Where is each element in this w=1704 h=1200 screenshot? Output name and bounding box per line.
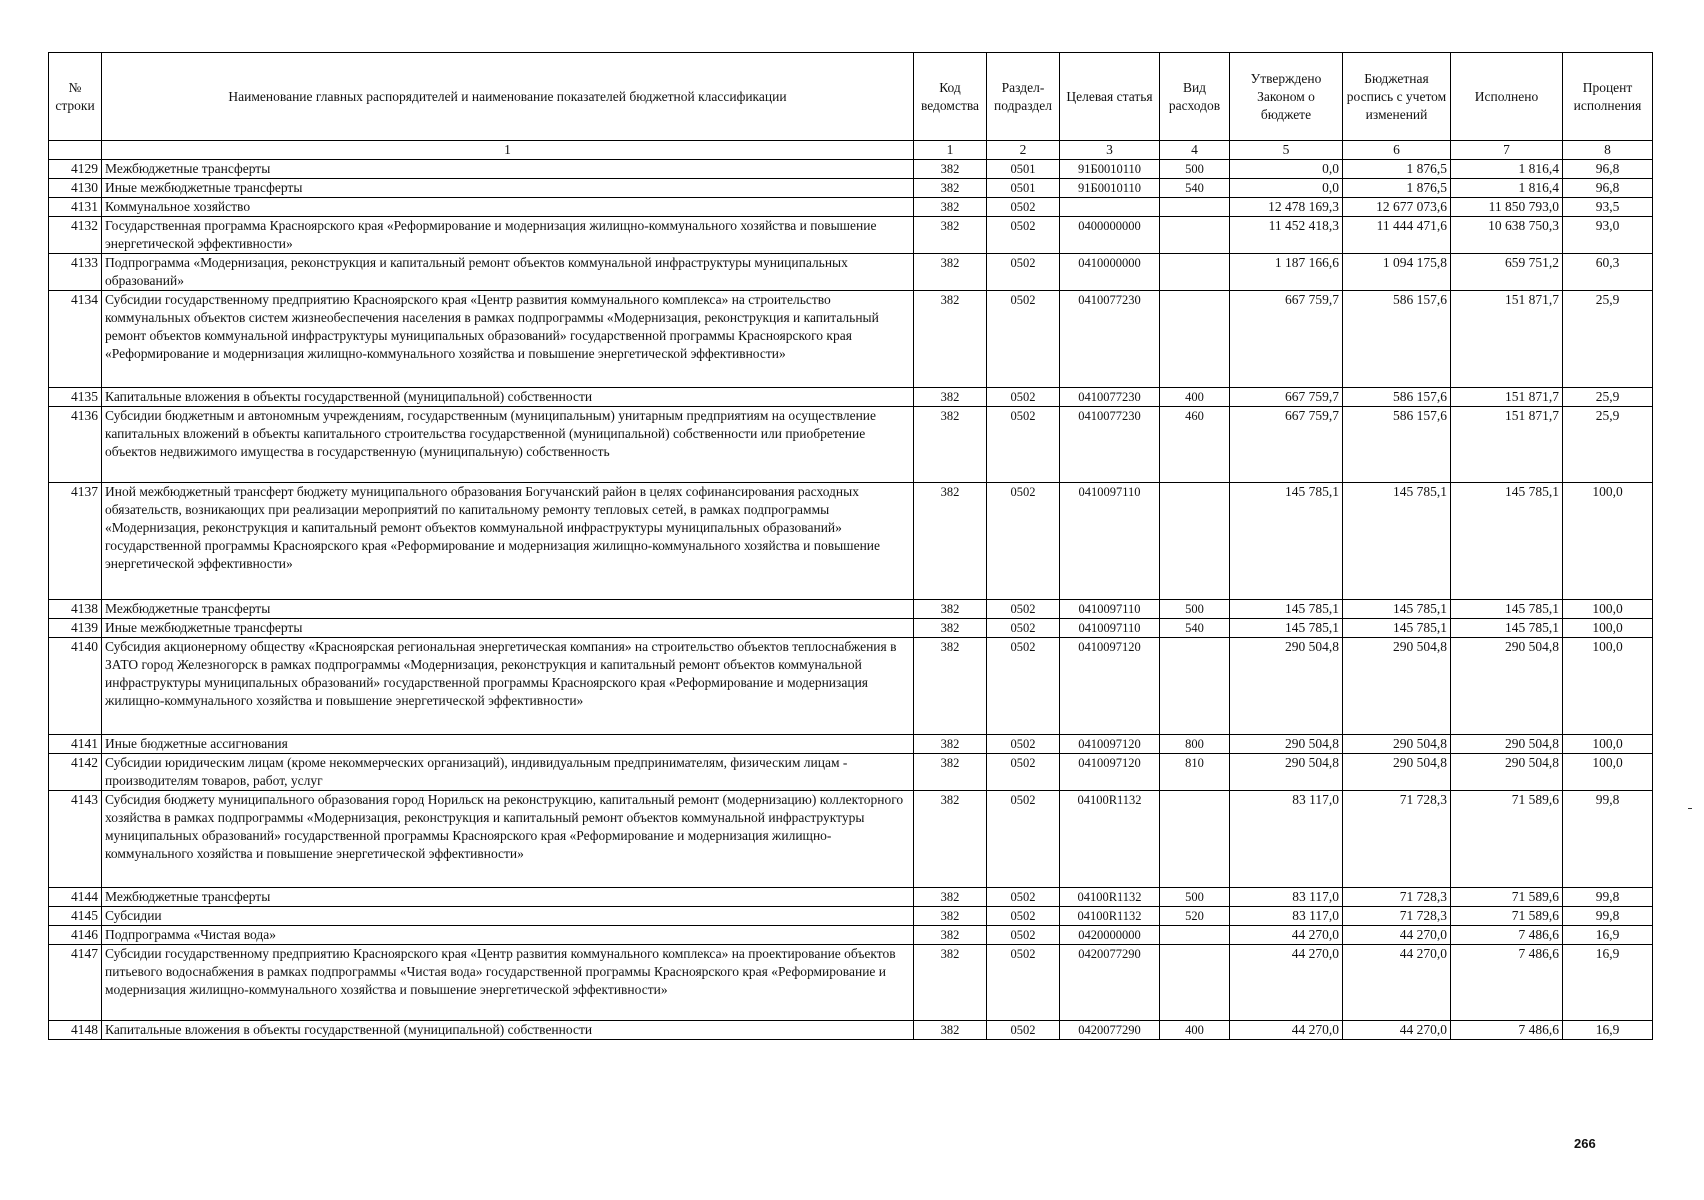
row-number: 4145 bbox=[49, 907, 102, 926]
column-number: 5 bbox=[1230, 141, 1343, 160]
column-number: 8 bbox=[1563, 141, 1653, 160]
budget-table bbox=[48, 52, 1653, 1040]
section-code: 0501 bbox=[987, 179, 1060, 198]
approved-amount: 44 270,0 bbox=[1230, 945, 1343, 1021]
schedule-amount: 12 677 073,6 bbox=[1343, 198, 1451, 217]
table-row bbox=[49, 926, 1653, 945]
executed-amount: 71 589,6 bbox=[1451, 888, 1563, 907]
schedule-amount: 290 504,8 bbox=[1343, 754, 1451, 791]
dept-code: 382 bbox=[914, 179, 987, 198]
execution-percent: 60,3 bbox=[1563, 254, 1653, 291]
schedule-amount: 145 785,1 bbox=[1343, 483, 1451, 600]
executed-amount: 7 486,6 bbox=[1451, 926, 1563, 945]
executed-amount: 1 816,4 bbox=[1451, 179, 1563, 198]
section-code: 0501 bbox=[987, 160, 1060, 179]
schedule-amount: 44 270,0 bbox=[1343, 926, 1451, 945]
row-name: Капитальные вложения в объекты государственной (муниципальной) собственности bbox=[102, 388, 914, 407]
section-code: 0502 bbox=[987, 483, 1060, 600]
section-code: 0502 bbox=[987, 619, 1060, 638]
row-number: 4135 bbox=[49, 388, 102, 407]
table-row bbox=[49, 388, 1653, 407]
execution-percent: 99,8 bbox=[1563, 791, 1653, 888]
column-number bbox=[49, 141, 102, 160]
table-row bbox=[49, 888, 1653, 907]
approved-amount: 44 270,0 bbox=[1230, 926, 1343, 945]
section-code: 0502 bbox=[987, 791, 1060, 888]
column-number-row bbox=[49, 141, 1653, 160]
execution-percent: 96,8 bbox=[1563, 179, 1653, 198]
dept-code: 382 bbox=[914, 160, 987, 179]
table-row bbox=[49, 754, 1653, 791]
target-code: 04100R1132 bbox=[1060, 888, 1160, 907]
schedule-amount: 586 157,6 bbox=[1343, 407, 1451, 483]
schedule-amount: 586 157,6 bbox=[1343, 388, 1451, 407]
schedule-amount: 1 094 175,8 bbox=[1343, 254, 1451, 291]
table-row bbox=[49, 638, 1653, 735]
execution-percent: 16,9 bbox=[1563, 1021, 1653, 1040]
execution-percent: 25,9 bbox=[1563, 291, 1653, 388]
section-code: 0502 bbox=[987, 945, 1060, 1021]
executed-amount: 145 785,1 bbox=[1451, 483, 1563, 600]
header-schedule: Бюджетная роспись с учетом изменений bbox=[1343, 53, 1451, 141]
target-code: 0410097110 bbox=[1060, 619, 1160, 638]
table-body bbox=[49, 160, 1653, 1040]
table-row bbox=[49, 217, 1653, 254]
execution-percent: 100,0 bbox=[1563, 600, 1653, 619]
expense-type bbox=[1160, 198, 1230, 217]
row-number: 4136 bbox=[49, 407, 102, 483]
target-code: 0410097120 bbox=[1060, 754, 1160, 791]
executed-amount: 290 504,8 bbox=[1451, 754, 1563, 791]
expense-type: 400 bbox=[1160, 1021, 1230, 1040]
header-row-no: № строки bbox=[49, 53, 102, 141]
expense-type: 540 bbox=[1160, 619, 1230, 638]
approved-amount: 290 504,8 bbox=[1230, 735, 1343, 754]
row-number: 4144 bbox=[49, 888, 102, 907]
schedule-amount: 290 504,8 bbox=[1343, 735, 1451, 754]
header-exp-type: Вид расходов bbox=[1160, 53, 1230, 141]
row-name: Межбюджетные трансферты bbox=[102, 600, 914, 619]
schedule-amount: 71 728,3 bbox=[1343, 791, 1451, 888]
approved-amount: 145 785,1 bbox=[1230, 600, 1343, 619]
executed-amount: 290 504,8 bbox=[1451, 638, 1563, 735]
header-approved: Утверждено Законом о бюджете bbox=[1230, 53, 1343, 141]
column-number: 4 bbox=[1160, 141, 1230, 160]
target-code: 91Б0010110 bbox=[1060, 160, 1160, 179]
approved-amount: 83 117,0 bbox=[1230, 907, 1343, 926]
row-name: Субсидии bbox=[102, 907, 914, 926]
execution-percent: 100,0 bbox=[1563, 754, 1653, 791]
scan-mark bbox=[1688, 808, 1692, 809]
table-row bbox=[49, 1021, 1653, 1040]
executed-amount: 10 638 750,3 bbox=[1451, 217, 1563, 254]
expense-type bbox=[1160, 483, 1230, 600]
row-name: Подпрограмма «Чистая вода» bbox=[102, 926, 914, 945]
execution-percent: 99,8 bbox=[1563, 888, 1653, 907]
dept-code: 382 bbox=[914, 754, 987, 791]
approved-amount: 290 504,8 bbox=[1230, 638, 1343, 735]
executed-amount: 71 589,6 bbox=[1451, 907, 1563, 926]
header-dept-code: Код ведомства bbox=[914, 53, 987, 141]
executed-amount: 151 871,7 bbox=[1451, 291, 1563, 388]
execution-percent: 93,0 bbox=[1563, 217, 1653, 254]
target-code: 0420000000 bbox=[1060, 926, 1160, 945]
dept-code: 382 bbox=[914, 638, 987, 735]
target-code: 91Б0010110 bbox=[1060, 179, 1160, 198]
column-number: 2 bbox=[987, 141, 1060, 160]
row-number: 4142 bbox=[49, 754, 102, 791]
expense-type bbox=[1160, 291, 1230, 388]
expense-type: 500 bbox=[1160, 888, 1230, 907]
table-row bbox=[49, 907, 1653, 926]
row-number: 4130 bbox=[49, 179, 102, 198]
schedule-amount: 44 270,0 bbox=[1343, 1021, 1451, 1040]
execution-percent: 16,9 bbox=[1563, 945, 1653, 1021]
expense-type bbox=[1160, 638, 1230, 735]
execution-percent: 100,0 bbox=[1563, 638, 1653, 735]
row-name: Государственная программа Красноярского края «Реформирование и модернизация жилищно-коммунального хозяйства и повышение энергетической эффективности» bbox=[102, 217, 914, 254]
row-number: 4140 bbox=[49, 638, 102, 735]
header-section: Раздел-подраздел bbox=[987, 53, 1060, 141]
section-code: 0502 bbox=[987, 254, 1060, 291]
expense-type: 540 bbox=[1160, 179, 1230, 198]
row-name: Капитальные вложения в объекты государственной (муниципальной) собственности bbox=[102, 1021, 914, 1040]
expense-type: 460 bbox=[1160, 407, 1230, 483]
section-code: 0502 bbox=[987, 407, 1060, 483]
row-number: 4147 bbox=[49, 945, 102, 1021]
approved-amount: 667 759,7 bbox=[1230, 407, 1343, 483]
section-code: 0502 bbox=[987, 888, 1060, 907]
target-code: 0410077230 bbox=[1060, 388, 1160, 407]
dept-code: 382 bbox=[914, 254, 987, 291]
approved-amount: 44 270,0 bbox=[1230, 1021, 1343, 1040]
expense-type bbox=[1160, 791, 1230, 888]
expense-type: 520 bbox=[1160, 907, 1230, 926]
dept-code: 382 bbox=[914, 291, 987, 388]
row-name: Иной межбюджетный трансферт бюджету муниципального образования Богучанский район в целях софинансирования расходных обязательств, возникающих при реализации мероприятий по капитальному ремонту тепловых сетей, в рамках подпрограммы «Модернизация, реконструкция и капитальный ремонт объектов коммунальной инфраструктуры муниципальных образований» государственной программы Красноярского края «Реформирование и модернизация жилищно-коммунального хозяйства и повышение энергетической эффективности» bbox=[102, 483, 914, 600]
approved-amount: 145 785,1 bbox=[1230, 619, 1343, 638]
table-row bbox=[49, 945, 1653, 1021]
approved-amount: 11 452 418,3 bbox=[1230, 217, 1343, 254]
table-row bbox=[49, 600, 1653, 619]
table-row bbox=[49, 254, 1653, 291]
dept-code: 382 bbox=[914, 1021, 987, 1040]
header-target: Целевая статья bbox=[1060, 53, 1160, 141]
schedule-amount: 11 444 471,6 bbox=[1343, 217, 1451, 254]
target-code: 0420077290 bbox=[1060, 1021, 1160, 1040]
row-number: 4133 bbox=[49, 254, 102, 291]
dept-code: 382 bbox=[914, 888, 987, 907]
target-code: 04100R1132 bbox=[1060, 791, 1160, 888]
section-code: 0502 bbox=[987, 217, 1060, 254]
table-row bbox=[49, 407, 1653, 483]
executed-amount: 151 871,7 bbox=[1451, 407, 1563, 483]
row-name: Подпрограмма «Модернизация, реконструкция и капитальный ремонт объектов коммунальной инфраструктуры муниципальных образований» bbox=[102, 254, 914, 291]
header-executed: Исполнено bbox=[1451, 53, 1563, 141]
table-row bbox=[49, 291, 1653, 388]
executed-amount: 71 589,6 bbox=[1451, 791, 1563, 888]
dept-code: 382 bbox=[914, 600, 987, 619]
execution-percent: 93,5 bbox=[1563, 198, 1653, 217]
row-name: Межбюджетные трансферты bbox=[102, 160, 914, 179]
row-name: Иные межбюджетные трансферты bbox=[102, 619, 914, 638]
execution-percent: 99,8 bbox=[1563, 907, 1653, 926]
execution-percent: 100,0 bbox=[1563, 483, 1653, 600]
table-row bbox=[49, 179, 1653, 198]
row-name: Иные бюджетные ассигнования bbox=[102, 735, 914, 754]
executed-amount: 145 785,1 bbox=[1451, 619, 1563, 638]
executed-amount: 1 816,4 bbox=[1451, 160, 1563, 179]
row-name: Субсидии юридическим лицам (кроме некоммерческих организаций), индивидуальным предпринимателям, физическим лицам - производителям товаров, работ, услуг bbox=[102, 754, 914, 791]
approved-amount: 83 117,0 bbox=[1230, 791, 1343, 888]
expense-type: 500 bbox=[1160, 600, 1230, 619]
table-row bbox=[49, 791, 1653, 888]
target-code: 0400000000 bbox=[1060, 217, 1160, 254]
dept-code: 382 bbox=[914, 791, 987, 888]
approved-amount: 12 478 169,3 bbox=[1230, 198, 1343, 217]
row-name: Субсидии государственному предприятию Красноярского края «Центр развития коммунального комплекса» на проектирование объектов питьевого водоснабжения в рамках подпрограммы «Чистая вода» государственной программы Красноярского края «Реформирование и модернизация жилищно-коммунального хозяйства и повышение энергетической эффективности» bbox=[102, 945, 914, 1021]
row-number: 4129 bbox=[49, 160, 102, 179]
dept-code: 382 bbox=[914, 619, 987, 638]
column-number: 1 bbox=[102, 141, 914, 160]
execution-percent: 100,0 bbox=[1563, 735, 1653, 754]
row-name: Субсидия акционерному обществу «Красноярская региональная энергетическая компания» на строительство объектов теплоснабжения в ЗАТО город Железногорск в рамках подпрограммы «Модернизация, реконструкция и капитальный ремонт объектов коммунальной инфраструктуры муниципальных образований» государственной программы Красноярского края «Реформирование и модернизация жилищно-коммунального хозяйства и повышение энергетической эффективности» bbox=[102, 638, 914, 735]
target-code: 0410000000 bbox=[1060, 254, 1160, 291]
row-number: 4143 bbox=[49, 791, 102, 888]
executed-amount: 7 486,6 bbox=[1451, 1021, 1563, 1040]
row-name: Межбюджетные трансферты bbox=[102, 888, 914, 907]
executed-amount: 659 751,2 bbox=[1451, 254, 1563, 291]
column-number: 6 bbox=[1343, 141, 1451, 160]
dept-code: 382 bbox=[914, 926, 987, 945]
approved-amount: 290 504,8 bbox=[1230, 754, 1343, 791]
approved-amount: 667 759,7 bbox=[1230, 291, 1343, 388]
approved-amount: 0,0 bbox=[1230, 160, 1343, 179]
table-row bbox=[49, 198, 1653, 217]
header-row bbox=[49, 53, 1653, 141]
section-code: 0502 bbox=[987, 1021, 1060, 1040]
dept-code: 382 bbox=[914, 735, 987, 754]
dept-code: 382 bbox=[914, 198, 987, 217]
executed-amount: 145 785,1 bbox=[1451, 600, 1563, 619]
approved-amount: 667 759,7 bbox=[1230, 388, 1343, 407]
section-code: 0502 bbox=[987, 907, 1060, 926]
approved-amount: 145 785,1 bbox=[1230, 483, 1343, 600]
expense-type bbox=[1160, 926, 1230, 945]
section-code: 0502 bbox=[987, 388, 1060, 407]
schedule-amount: 71 728,3 bbox=[1343, 888, 1451, 907]
table-row bbox=[49, 483, 1653, 600]
expense-type bbox=[1160, 217, 1230, 254]
row-number: 4146 bbox=[49, 926, 102, 945]
table-row bbox=[49, 160, 1653, 179]
expense-type: 810 bbox=[1160, 754, 1230, 791]
execution-percent: 16,9 bbox=[1563, 926, 1653, 945]
row-number: 4138 bbox=[49, 600, 102, 619]
row-number: 4139 bbox=[49, 619, 102, 638]
schedule-amount: 145 785,1 bbox=[1343, 619, 1451, 638]
section-code: 0502 bbox=[987, 291, 1060, 388]
execution-percent: 100,0 bbox=[1563, 619, 1653, 638]
target-code: 0410097120 bbox=[1060, 735, 1160, 754]
table-row bbox=[49, 735, 1653, 754]
row-number: 4148 bbox=[49, 1021, 102, 1040]
target-code: 0410097120 bbox=[1060, 638, 1160, 735]
section-code: 0502 bbox=[987, 638, 1060, 735]
dept-code: 382 bbox=[914, 388, 987, 407]
execution-percent: 96,8 bbox=[1563, 160, 1653, 179]
section-code: 0502 bbox=[987, 926, 1060, 945]
schedule-amount: 1 876,5 bbox=[1343, 160, 1451, 179]
executed-amount: 11 850 793,0 bbox=[1451, 198, 1563, 217]
column-number: 7 bbox=[1451, 141, 1563, 160]
row-name: Субсидии государственному предприятию Красноярского края «Центр развития коммунального комплекса» на строительство коммунальных объектов систем жизнеобеспечения населения в рамках подпрограммы «Модернизация, реконструкция и капитальный ремонт объектов коммунальной инфраструктуры муниципальных образований» государственной программы Красноярского края «Реформирование и модернизация жилищно-коммунального хозяйства и повышение энергетической эффективности» bbox=[102, 291, 914, 388]
header-name: Наименование главных распорядителей и наименование показателей бюджетной классификации bbox=[102, 53, 914, 141]
dept-code: 382 bbox=[914, 217, 987, 254]
row-number: 4137 bbox=[49, 483, 102, 600]
section-code: 0502 bbox=[987, 754, 1060, 791]
executed-amount: 7 486,6 bbox=[1451, 945, 1563, 1021]
section-code: 0502 bbox=[987, 198, 1060, 217]
dept-code: 382 bbox=[914, 907, 987, 926]
row-number: 4141 bbox=[49, 735, 102, 754]
target-code: 0420077290 bbox=[1060, 945, 1160, 1021]
execution-percent: 25,9 bbox=[1563, 407, 1653, 483]
dept-code: 382 bbox=[914, 407, 987, 483]
approved-amount: 83 117,0 bbox=[1230, 888, 1343, 907]
row-name: Иные межбюджетные трансферты bbox=[102, 179, 914, 198]
row-number: 4132 bbox=[49, 217, 102, 254]
target-code bbox=[1060, 198, 1160, 217]
dept-code: 382 bbox=[914, 945, 987, 1021]
dept-code: 382 bbox=[914, 483, 987, 600]
schedule-amount: 1 876,5 bbox=[1343, 179, 1451, 198]
page-number: 266 bbox=[1574, 1136, 1596, 1151]
target-code: 0410097110 bbox=[1060, 600, 1160, 619]
target-code: 0410097110 bbox=[1060, 483, 1160, 600]
expense-type: 400 bbox=[1160, 388, 1230, 407]
table-row bbox=[49, 619, 1653, 638]
expense-type bbox=[1160, 945, 1230, 1021]
approved-amount: 0,0 bbox=[1230, 179, 1343, 198]
expense-type bbox=[1160, 254, 1230, 291]
approved-amount: 1 187 166,6 bbox=[1230, 254, 1343, 291]
section-code: 0502 bbox=[987, 735, 1060, 754]
schedule-amount: 145 785,1 bbox=[1343, 600, 1451, 619]
executed-amount: 290 504,8 bbox=[1451, 735, 1563, 754]
target-code: 0410077230 bbox=[1060, 291, 1160, 388]
execution-percent: 25,9 bbox=[1563, 388, 1653, 407]
expense-type: 800 bbox=[1160, 735, 1230, 754]
column-number: 1 bbox=[914, 141, 987, 160]
schedule-amount: 71 728,3 bbox=[1343, 907, 1451, 926]
header-percent: Процент исполнения bbox=[1563, 53, 1653, 141]
row-number: 4131 bbox=[49, 198, 102, 217]
row-number: 4134 bbox=[49, 291, 102, 388]
expense-type: 500 bbox=[1160, 160, 1230, 179]
executed-amount: 151 871,7 bbox=[1451, 388, 1563, 407]
row-name: Коммунальное хозяйство bbox=[102, 198, 914, 217]
row-name: Субсидия бюджету муниципального образования город Норильск на реконструкцию, капитальный ремонт (модернизацию) коллекторного хозяйства в рамках подпрограммы «Модернизация, реконструкция и капитальный ремонт объектов коммунальной инфраструктуры муниципальных образований» государственной программы Красноярского края «Реформирование и модернизация жилищно-коммунального хозяйства и повышение энергетической эффективности» bbox=[102, 791, 914, 888]
column-number: 3 bbox=[1060, 141, 1160, 160]
row-name: Субсидии бюджетным и автономным учреждениям, государственным (муниципальным) унитарным предприятиям на осуществление капитальных вложений в объекты капитального строительства государственной (муниципальной) собственности или приобретение объектов недвижимого имущества в государственную (муниципальную) собственность bbox=[102, 407, 914, 483]
schedule-amount: 290 504,8 bbox=[1343, 638, 1451, 735]
schedule-amount: 44 270,0 bbox=[1343, 945, 1451, 1021]
target-code: 0410077230 bbox=[1060, 407, 1160, 483]
target-code: 04100R1132 bbox=[1060, 907, 1160, 926]
schedule-amount: 586 157,6 bbox=[1343, 291, 1451, 388]
section-code: 0502 bbox=[987, 600, 1060, 619]
